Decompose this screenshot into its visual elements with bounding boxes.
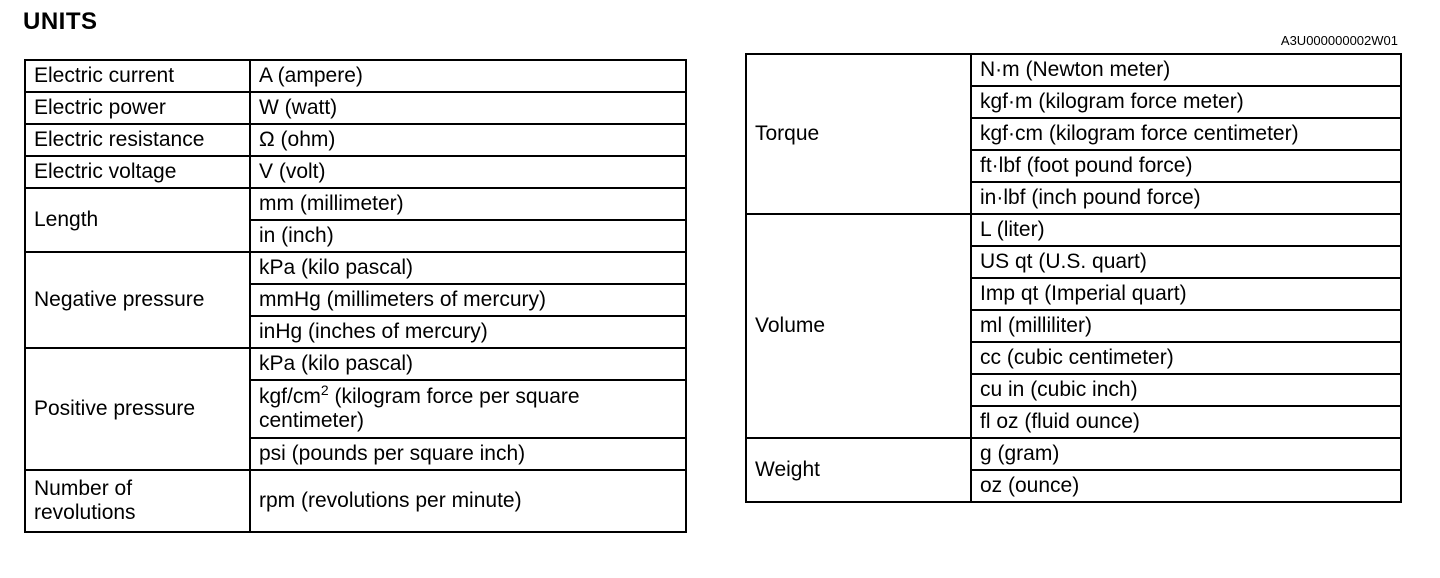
unit-cell: rpm (revolutions per minute)	[250, 470, 686, 532]
quantity-cell: Weight	[746, 438, 971, 502]
unit-cell: mmHg (millimeters of mercury)	[250, 284, 686, 316]
quantity-cell: Electric voltage	[25, 156, 250, 188]
quantity-line: Number of	[34, 477, 133, 500]
table-row	[25, 156, 686, 188]
quantity-cell	[25, 470, 250, 532]
unit-cell: Ω (ohm)	[250, 124, 686, 156]
unit-cell: A (ampere)	[250, 60, 686, 92]
unit-cell: psi (pounds per square inch)	[250, 438, 686, 470]
unit-cell: inHg (inches of mercury)	[250, 316, 686, 348]
unit-cell: L (liter)	[971, 214, 1401, 246]
page-title: UNITS	[23, 8, 98, 35]
quantity-cell: Electric resistance	[25, 124, 250, 156]
unit-description: (kilogram force per square centimeter)	[259, 385, 580, 432]
table-row	[25, 252, 686, 284]
unit-cell: V (volt)	[250, 156, 686, 188]
quantity-cell: Negative pressure	[25, 252, 250, 348]
unit-cell: US qt (U.S. quart)	[971, 246, 1401, 278]
table-row	[746, 438, 1401, 470]
unit-cell: mm (millimeter)	[250, 188, 686, 220]
unit-cell: ml (milliliter)	[971, 310, 1401, 342]
unit-cell: kPa (kilo pascal)	[250, 252, 686, 284]
unit-cell: ft·lbf (foot pound force)	[971, 150, 1401, 182]
quantity-cell: Torque	[746, 54, 971, 214]
unit-cell: cc (cubic centimeter)	[971, 342, 1401, 374]
table-row	[25, 470, 686, 532]
unit-cell: cu in (cubic inch)	[971, 374, 1401, 406]
table-row	[25, 188, 686, 220]
unit-base: kgf/cm	[259, 385, 321, 408]
unit-cell: W (watt)	[250, 92, 686, 124]
unit-cell: kgf·m (kilogram force meter)	[971, 86, 1401, 118]
units-table-right	[745, 53, 1402, 503]
unit-cell: oz (ounce)	[971, 470, 1401, 502]
quantity-cell: Length	[25, 188, 250, 252]
quantity-line: revolutions	[34, 501, 136, 524]
table-row	[25, 124, 686, 156]
unit-exponent: 2	[320, 382, 329, 398]
unit-cell-kgf-per-cm2	[250, 380, 686, 438]
unit-cell: in·lbf (inch pound force)	[971, 182, 1401, 214]
quantity-cell: Electric current	[25, 60, 250, 92]
document-code: A3U000000002W01	[1280, 33, 1398, 48]
unit-cell: fl oz (fluid ounce)	[971, 406, 1401, 438]
unit-cell: in (inch)	[250, 220, 686, 252]
unit-cell: N·m (Newton meter)	[971, 54, 1401, 86]
table-row	[25, 92, 686, 124]
table-row	[25, 348, 686, 380]
table-row	[25, 60, 686, 92]
unit-cell: kgf·cm (kilogram force centimeter)	[971, 118, 1401, 150]
units-table-left	[24, 59, 687, 533]
unit-cell: g (gram)	[971, 438, 1401, 470]
table-row	[746, 54, 1401, 86]
unit-cell: kPa (kilo pascal)	[250, 348, 686, 380]
table-row	[746, 214, 1401, 246]
quantity-cell: Positive pressure	[25, 348, 250, 470]
quantity-cell: Volume	[746, 214, 971, 438]
quantity-cell: Electric power	[25, 92, 250, 124]
unit-cell: Imp qt (Imperial quart)	[971, 278, 1401, 310]
